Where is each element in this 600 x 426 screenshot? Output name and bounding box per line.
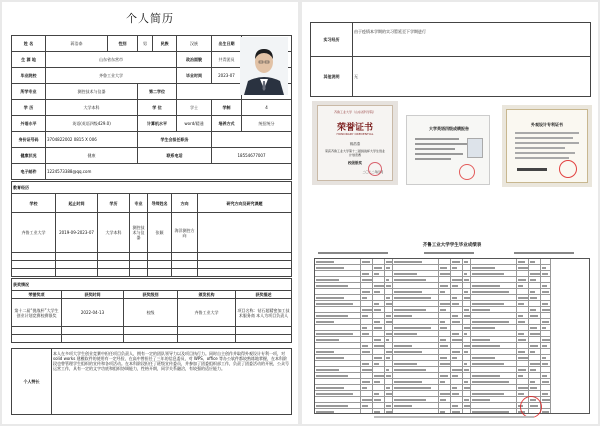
edu-header-period: 起止时间 bbox=[56, 194, 98, 213]
transcript-cell bbox=[541, 409, 551, 414]
award-header-issuer: 颁发机构 bbox=[178, 291, 236, 299]
health-value: 健康 bbox=[46, 148, 138, 164]
honor-certificate-award: 校级银奖 bbox=[348, 161, 362, 165]
education-section-title: 教育经历 bbox=[12, 182, 292, 194]
transcript-cell bbox=[385, 409, 393, 414]
grad-label: 毕业时间 bbox=[177, 68, 212, 84]
computer-label: 计算机水平 bbox=[138, 116, 177, 132]
cet4-report-title: 大学英语四级成绩报告 bbox=[429, 126, 469, 131]
email-label: 电子邮件 bbox=[12, 164, 46, 180]
computer-value: word/精通 bbox=[177, 116, 212, 132]
email-value: 1224573388@qq.com bbox=[46, 164, 292, 180]
resume-page bbox=[2, 2, 298, 424]
table-row bbox=[12, 335, 292, 343]
strength-label: 个人特长 bbox=[12, 349, 52, 415]
transcript-cell bbox=[315, 409, 361, 414]
phone-value: 18554677007 bbox=[212, 148, 292, 164]
cet4-score-report bbox=[406, 115, 490, 185]
honor-certificate bbox=[312, 101, 398, 185]
transcript-cell bbox=[463, 409, 471, 414]
award-header-level: 获奖级别 bbox=[124, 291, 178, 299]
attachments-page bbox=[302, 2, 598, 424]
major-value: 测控技术与仪器 bbox=[46, 84, 138, 100]
seal-icon bbox=[520, 396, 542, 418]
honor-certificate-title: 荣誉证书 bbox=[336, 123, 373, 133]
award-issuer: 齐鲁工业大学 bbox=[178, 299, 236, 327]
table-row bbox=[12, 269, 292, 277]
second-degree-label: 第二学位 bbox=[138, 84, 177, 100]
edu-header-research: 研究方向及研究课题 bbox=[198, 194, 292, 213]
award-time: 2022-04-13 bbox=[62, 299, 124, 327]
language-value: 英语(英语四级429.0) bbox=[46, 116, 138, 132]
awards-section-title: 获奖情况 bbox=[12, 279, 292, 291]
honor-certificate-header: 齐鲁工业大学（山东省科学院） bbox=[333, 110, 376, 114]
edu-header-tutor: 导师姓名 bbox=[148, 194, 172, 213]
health-label: 健康状况 bbox=[12, 148, 46, 164]
gender-value: 男 bbox=[138, 36, 153, 52]
transcript-cell bbox=[373, 409, 385, 414]
profile-photo bbox=[240, 37, 288, 95]
transcript-cell bbox=[393, 409, 439, 414]
other-label: 其他说明 bbox=[311, 57, 353, 97]
id-value: 3704822002 0815 X 006 bbox=[46, 132, 138, 148]
table-row bbox=[12, 327, 292, 335]
training-label: 培养方式 bbox=[212, 116, 242, 132]
other-text: 无 bbox=[353, 57, 591, 97]
degree-value: 学士 bbox=[177, 100, 212, 116]
transcript-cell bbox=[471, 409, 517, 414]
award-header-description: 获奖描述 bbox=[236, 291, 292, 299]
edu-header-school: 学校 bbox=[12, 194, 56, 213]
awards-table bbox=[11, 278, 292, 343]
transcript-grid bbox=[314, 258, 590, 414]
transcript-cell bbox=[361, 409, 373, 414]
education-table bbox=[11, 181, 292, 277]
signature-mark bbox=[517, 168, 547, 171]
duration-label: 学制 bbox=[212, 100, 242, 116]
union-label: 学生会担任职务 bbox=[138, 132, 212, 148]
patent-certificate-title: 外观设计专利证书 bbox=[531, 122, 563, 127]
transcript-title: 齐鲁工业大学学生毕业成绩表 bbox=[422, 243, 482, 248]
edu-label: 学 历 bbox=[12, 100, 46, 116]
major-label: 所学专业 bbox=[12, 84, 46, 100]
ethnicity-label: 民族 bbox=[153, 36, 177, 52]
edu-header-major: 专业 bbox=[130, 194, 148, 213]
phone-label: 联系电话 bbox=[138, 148, 212, 164]
grad-value: 2023-07 bbox=[212, 68, 242, 84]
honor-certificate-subtitle: HONORARY CREDENTIAL bbox=[336, 132, 374, 136]
second-degree-value bbox=[177, 84, 242, 100]
edu-major: 测控技术与仪器 bbox=[130, 213, 148, 253]
edu-school: 齐鲁工业大学 bbox=[12, 213, 56, 253]
table-row bbox=[12, 253, 292, 261]
internship-label: 实习经历 bbox=[311, 23, 353, 57]
name-value: 蒋浩泰 bbox=[46, 36, 108, 52]
edu-header-direction: 方向 bbox=[172, 194, 198, 213]
seal-icon bbox=[368, 162, 382, 176]
honor-certificate-name: 蒋浩泰 bbox=[349, 142, 361, 146]
transcript-cell bbox=[451, 409, 463, 414]
edu-period: 2019-09-2023-07 bbox=[56, 213, 98, 253]
language-label: 外语水平 bbox=[12, 116, 46, 132]
award-header-name: 荣誉奖项 bbox=[12, 291, 62, 299]
duration-value: 4 bbox=[242, 100, 292, 116]
internship-table bbox=[310, 22, 591, 97]
award-level: 校级 bbox=[124, 299, 178, 327]
internship-text: 由于疫情本学期的实习暂延至下学期进行 bbox=[353, 23, 591, 57]
honor-certificate-date: 二〇二二年四月 bbox=[362, 170, 384, 174]
resume-title: 个人简历 bbox=[126, 12, 174, 25]
patent-certificate bbox=[502, 105, 592, 187]
table-row bbox=[12, 213, 292, 253]
honor-certificate-text: 荣获齐鲁工业大学第十二届挑战杯大学生创业计划竞赛 bbox=[324, 149, 385, 157]
gender-label: 性别 bbox=[108, 36, 138, 52]
training-value: 统招统分 bbox=[242, 116, 292, 132]
seal-icon bbox=[459, 164, 475, 180]
strengths-table bbox=[11, 348, 292, 415]
school-value: 齐鲁工业大学 bbox=[46, 68, 177, 84]
edu-level: 大学本科 bbox=[98, 213, 130, 253]
union-value bbox=[212, 132, 292, 148]
origin-label: 生 源 地 bbox=[12, 52, 46, 68]
political-label: 政治面貌 bbox=[177, 52, 212, 68]
seal-icon bbox=[559, 160, 577, 178]
edu-value: 大学本科 bbox=[46, 100, 138, 116]
political-value: 共青团员 bbox=[212, 52, 242, 68]
transcript bbox=[314, 242, 590, 424]
table-row bbox=[12, 299, 292, 327]
birth-label: 出生日期 bbox=[212, 36, 242, 52]
award-name: 第十二届“挑战杯”大学生创业计划竞赛校赛银奖 bbox=[12, 299, 62, 327]
table-row bbox=[12, 261, 292, 269]
origin-value: 山东省东营市 bbox=[46, 52, 177, 68]
school-label: 毕业院校 bbox=[12, 68, 46, 84]
degree-label: 学 位 bbox=[138, 100, 177, 116]
award-description: 项目名称：钻石超精密加工技术服务商 本人为项目负责人 bbox=[236, 299, 292, 327]
edu-direction: 海洋测控方向 bbox=[172, 213, 198, 253]
award-header-time: 获奖时间 bbox=[62, 291, 124, 299]
strength-text: 本人在多项大学生创业竞赛中担任项目负责人，拥有一定的团队领导力以及项目执行力。同时自主创作并取得外观设计专利一项，对 solid works 建模软件的使用有一定经验，在高中曾担任了三年的信息委员，对 WPS、office 等办公软件都较熟练地掌握，在本科阶段也曾管理学生组织的宣传和各项活动。在本科阶段担任了班级宣传委员，并参加了团委组织部工作，负责了团委活动的开展，公众号运营工作，具有一定的文字功底和组织协调能力，性格开朗，同学关系融洽，有较强的适应能力。 bbox=[52, 349, 292, 415]
edu-header-level: 学历 bbox=[98, 194, 130, 213]
ethnicity-value: 汉族 bbox=[177, 36, 212, 52]
transcript-cell bbox=[439, 409, 451, 414]
edu-research bbox=[198, 213, 292, 253]
name-label: 姓 名 bbox=[12, 36, 46, 52]
edu-tutor: 张颖 bbox=[148, 213, 172, 253]
id-label: 身份证号码 bbox=[12, 132, 46, 148]
